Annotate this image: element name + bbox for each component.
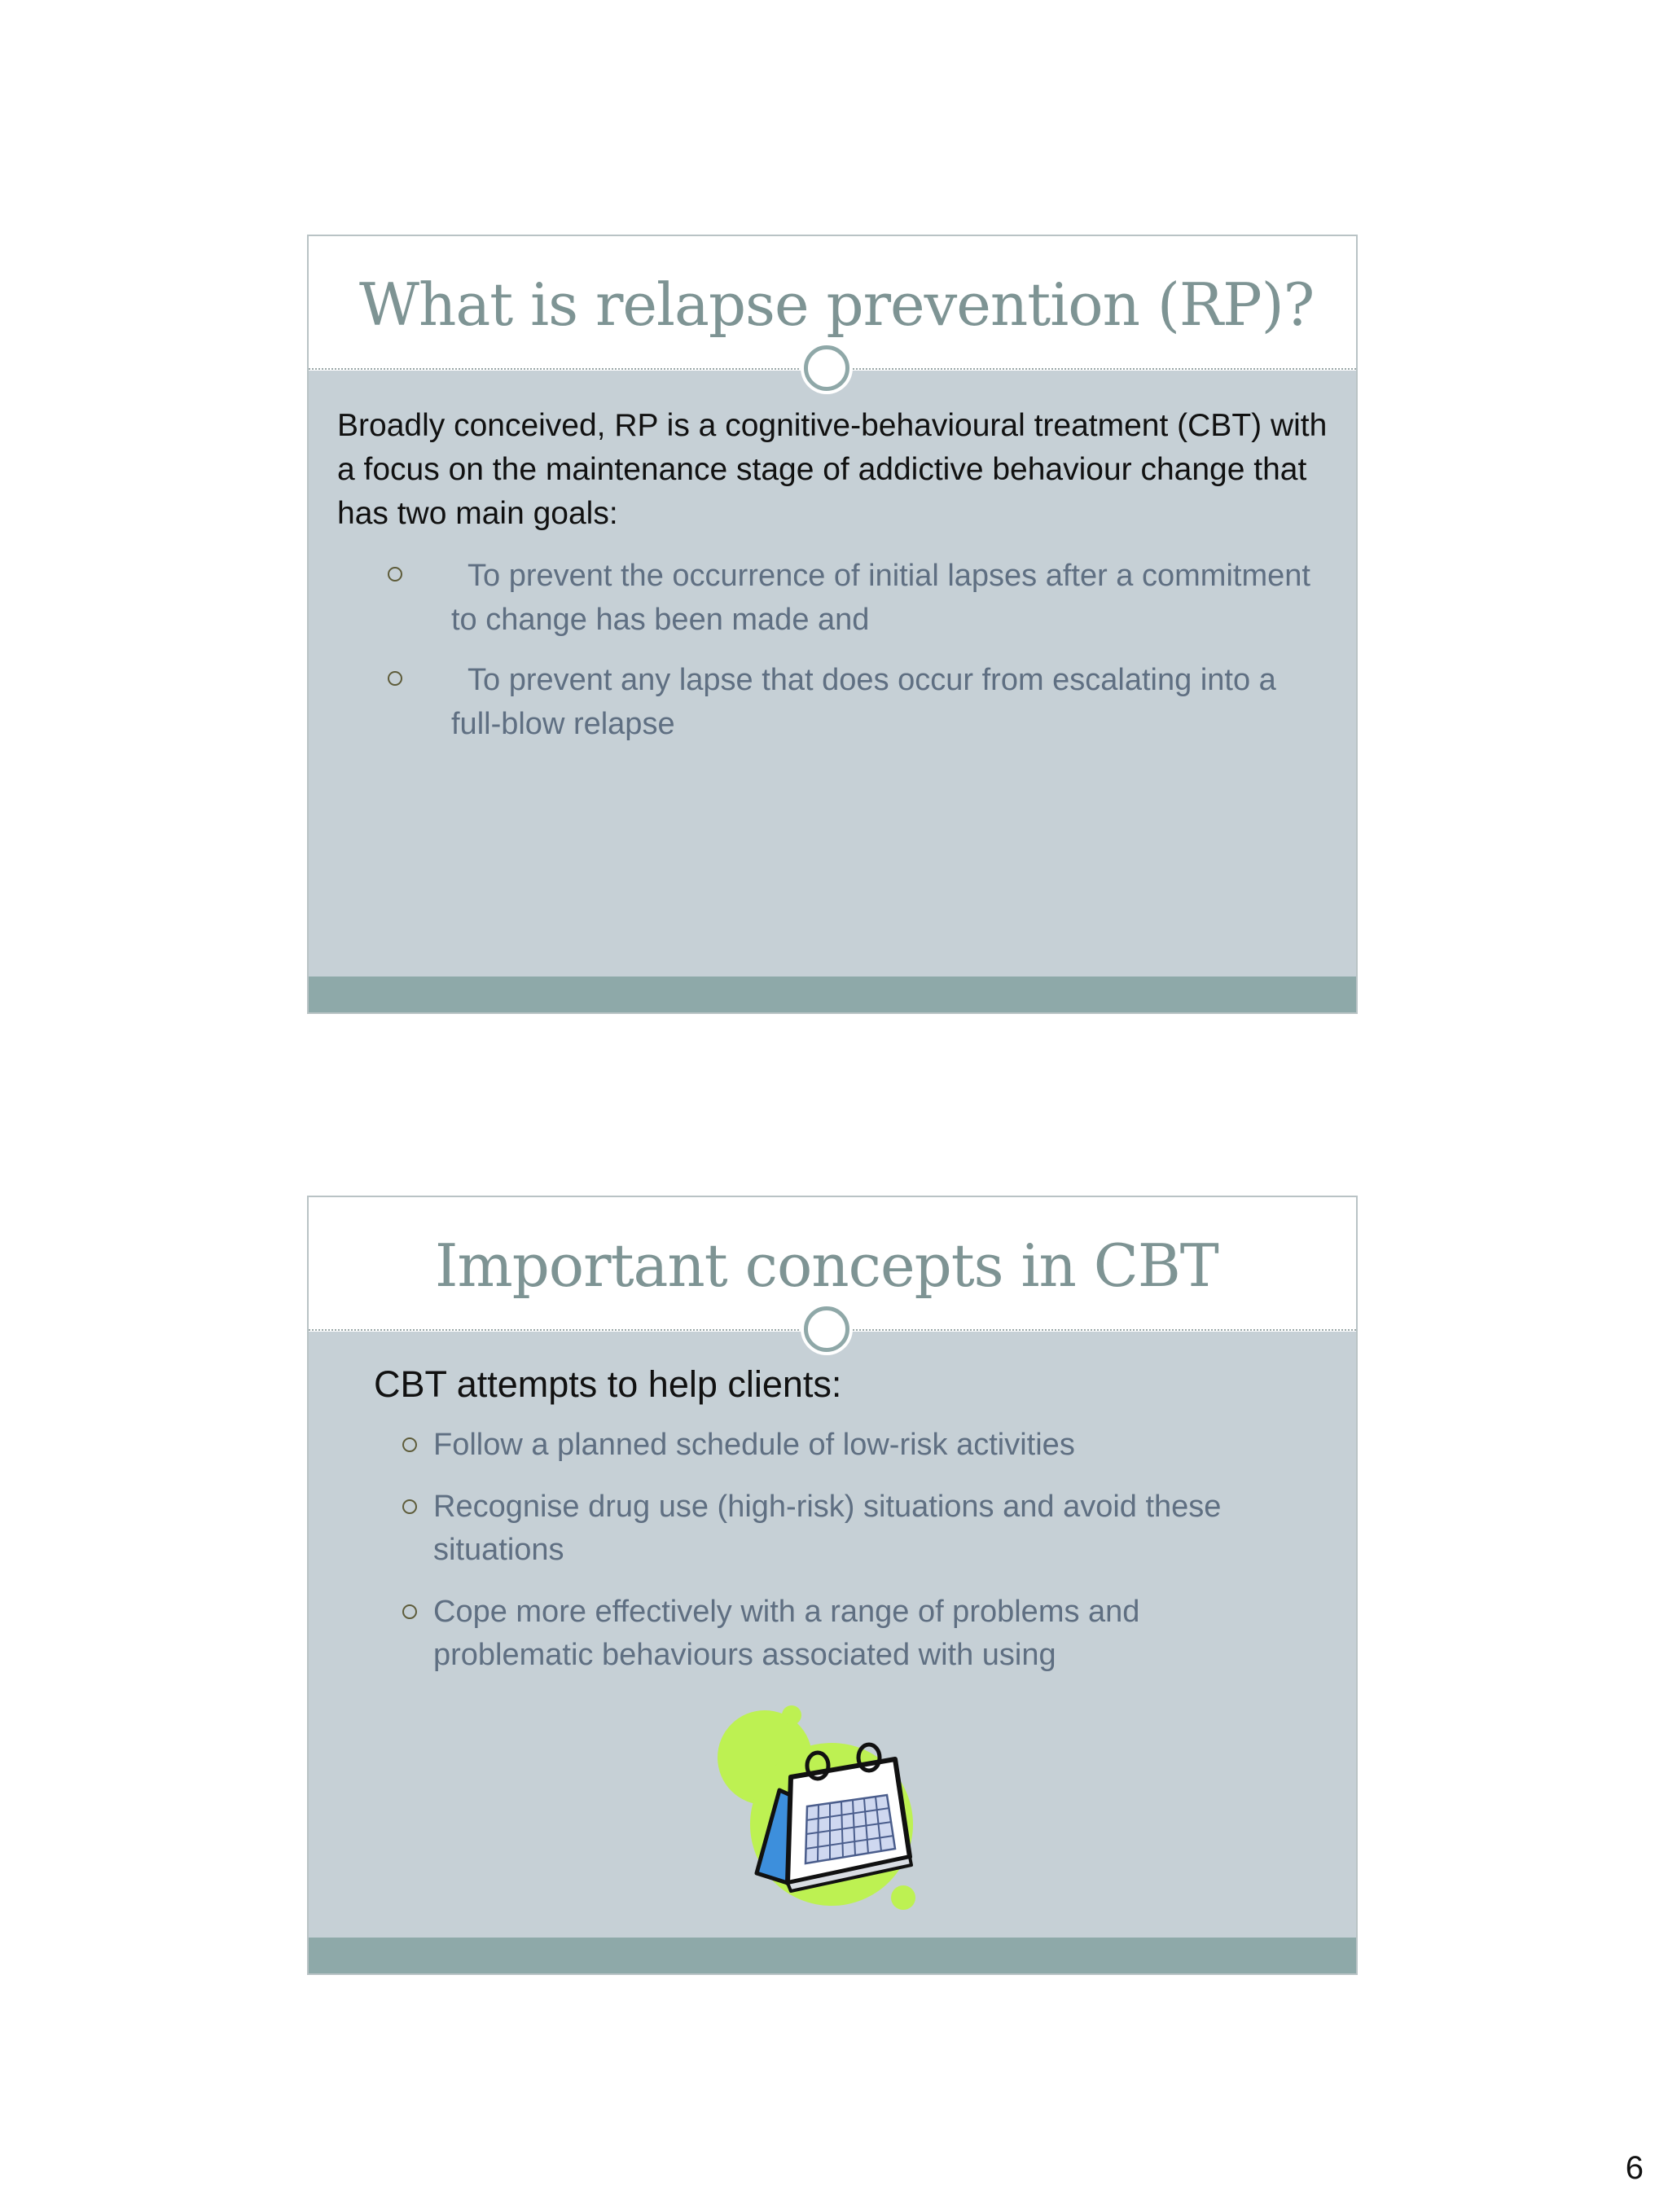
bullet-list: [386, 554, 1323, 762]
bullet-text: Recognise drug use (high-risk) situations and avoid these situations: [433, 1490, 1222, 1567]
bullet-text: To prevent any lapse that does occur from escalating into a full-blow relapse: [451, 663, 1276, 741]
hollow-circle-bullet-icon: [388, 567, 402, 582]
hollow-circle-bullet-icon: [402, 1499, 417, 1514]
hollow-circle-bullet-icon: [388, 671, 402, 686]
bullet-item: [402, 1424, 1298, 1467]
calendar-icon: [716, 1702, 928, 1914]
divider-circle-ornament: [804, 345, 849, 391]
bullet-item: [386, 554, 1323, 642]
hollow-circle-bullet-icon: [402, 1604, 417, 1619]
bullet-text: Follow a planned schedule of low-risk activities: [433, 1428, 1075, 1462]
bullet-text: To prevent the occurrence of initial lapses after a commitment to change has been made and: [451, 559, 1310, 637]
bullet-item: [386, 658, 1323, 746]
bullet-list: [402, 1424, 1298, 1696]
slide-cbt-concepts: [307, 1196, 1358, 1975]
slide-body-text: CBT attempts to help clients:: [374, 1363, 842, 1405]
slide-relapse-prevention: [307, 235, 1358, 1014]
slide-title: What is relapse prevention (RP)?: [359, 270, 1315, 339]
slide-body-text: Broadly conceived, RP is a cognitive-behavioural treatment (CBT) with a focus on the maintenance stage of addictive behaviour change that has two main goals:: [337, 408, 1328, 531]
bullet-item: [402, 1486, 1298, 1572]
slide-title: Important concepts in CBT: [435, 1231, 1218, 1300]
bullet-item: [402, 1591, 1298, 1677]
page-number: 6: [1625, 2150, 1644, 2186]
hollow-circle-bullet-icon: [402, 1437, 417, 1452]
divider-circle-ornament: [804, 1306, 849, 1352]
bullet-text: Cope more effectively with a range of problems and problematic behaviours associated with using: [433, 1595, 1140, 1672]
slide-footer-bar: [309, 1938, 1356, 1973]
slide-footer-bar: [309, 977, 1356, 1012]
